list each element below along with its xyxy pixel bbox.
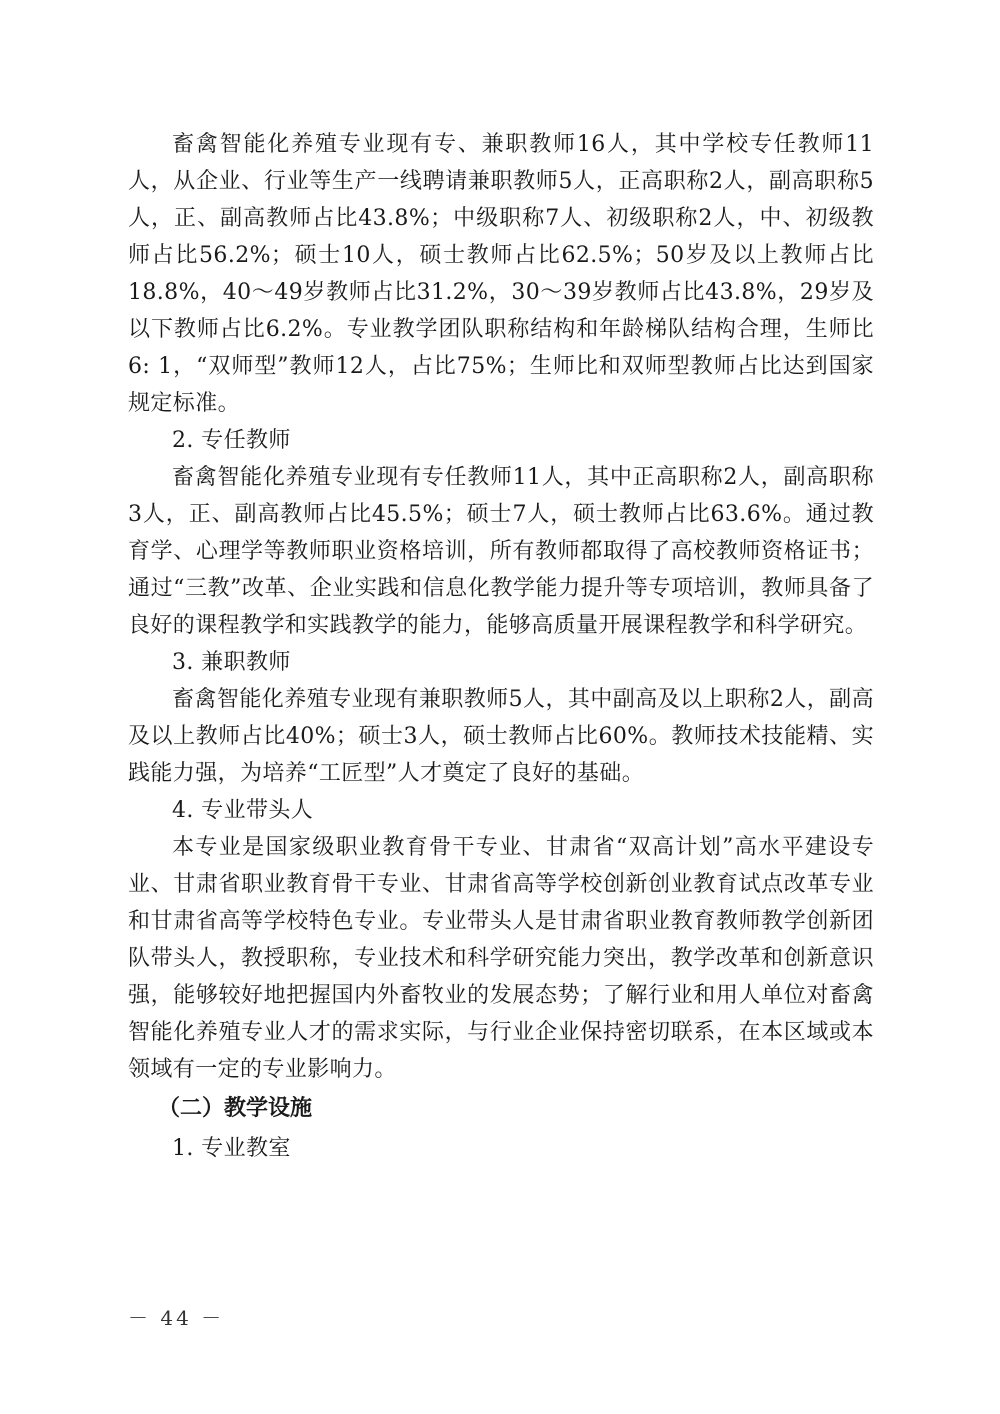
page-number: － 44 －: [128, 1306, 225, 1330]
heading-professional-classroom: 1. 专业教室: [172, 1136, 291, 1161]
paragraph-part-time-teachers: 畜禽智能化养殖专业现有兼职教师5人，其中副高及以上职称2人，副高及以上教师占比40%；硕士3人，硕士教师占比60%。教师技术技能精、实践能力强，为培养“工匠型”人才奠定了良好的基础。: [128, 687, 874, 786]
paragraph-full-time-teachers: 畜禽智能化养殖专业现有专任教师11人，其中正高职称2人，副高职称3人，正、副高教师占比45.5%；硕士7人，硕士教师占比63.6%。通过教育学、心理学等教师职业资格培训，所有教师都取得了高校教师资格证书；通过“三教”改革、企业实践和信息化教学能力提升等专项培训，教师具备了良好的课程教学和实践教学的能力，能够高质量开展课程教学和科学研究。: [128, 465, 874, 638]
paragraph-teacher-team: 畜禽智能化养殖专业现有专、兼职教师16人，其中学校专任教师11人，从企业、行业等生产一线聘请兼职教师5人，正高职称2人，副高职称5人，正、副高教师占比43.8%；中级职称7人、初级职称2人，中、初级教师占比56.2%；硕士10人，硕士教师占比62.5%；50岁及以上教师占比18.8%，40～49岁教师占比31.2%，30～39岁教师占比43.8%，29岁及以下教师占比6.2%。专业教学团队职称结构和年龄梯队结构合理，生师比6: 1，“双师型”教师12人，占比75%；生师比和双师型教师占比达到国家规定标准。: [128, 132, 874, 416]
section-heading-teaching-facilities: （二）教学设施: [158, 1096, 313, 1121]
heading-full-time-teachers: 2. 专任教师: [172, 428, 291, 453]
paragraph-program-leader: 本专业是国家级职业教育骨干专业、甘肃省“双高计划”高水平建设专业、甘肃省职业教育骨干专业、甘肃省高等学校创新创业教育试点改革专业和甘肃省高等学校特色专业。专业带头人是甘肃省职业教育教师教学创新团队带头人，教授职称，专业技术和科学研究能力突出，教学改革和创新意识强，能够较好地把握国内外畜牧业的发展态势；了解行业和用人单位对畜禽智能化养殖专业人才的需求实际，与行业企业保持密切联系，在本区域或本领域有一定的专业影响力。: [128, 835, 874, 1082]
heading-part-time-teachers: 3. 兼职教师: [172, 650, 291, 675]
heading-program-leader: 4. 专业带头人: [172, 798, 314, 823]
page-content: [128, 126, 874, 1167]
